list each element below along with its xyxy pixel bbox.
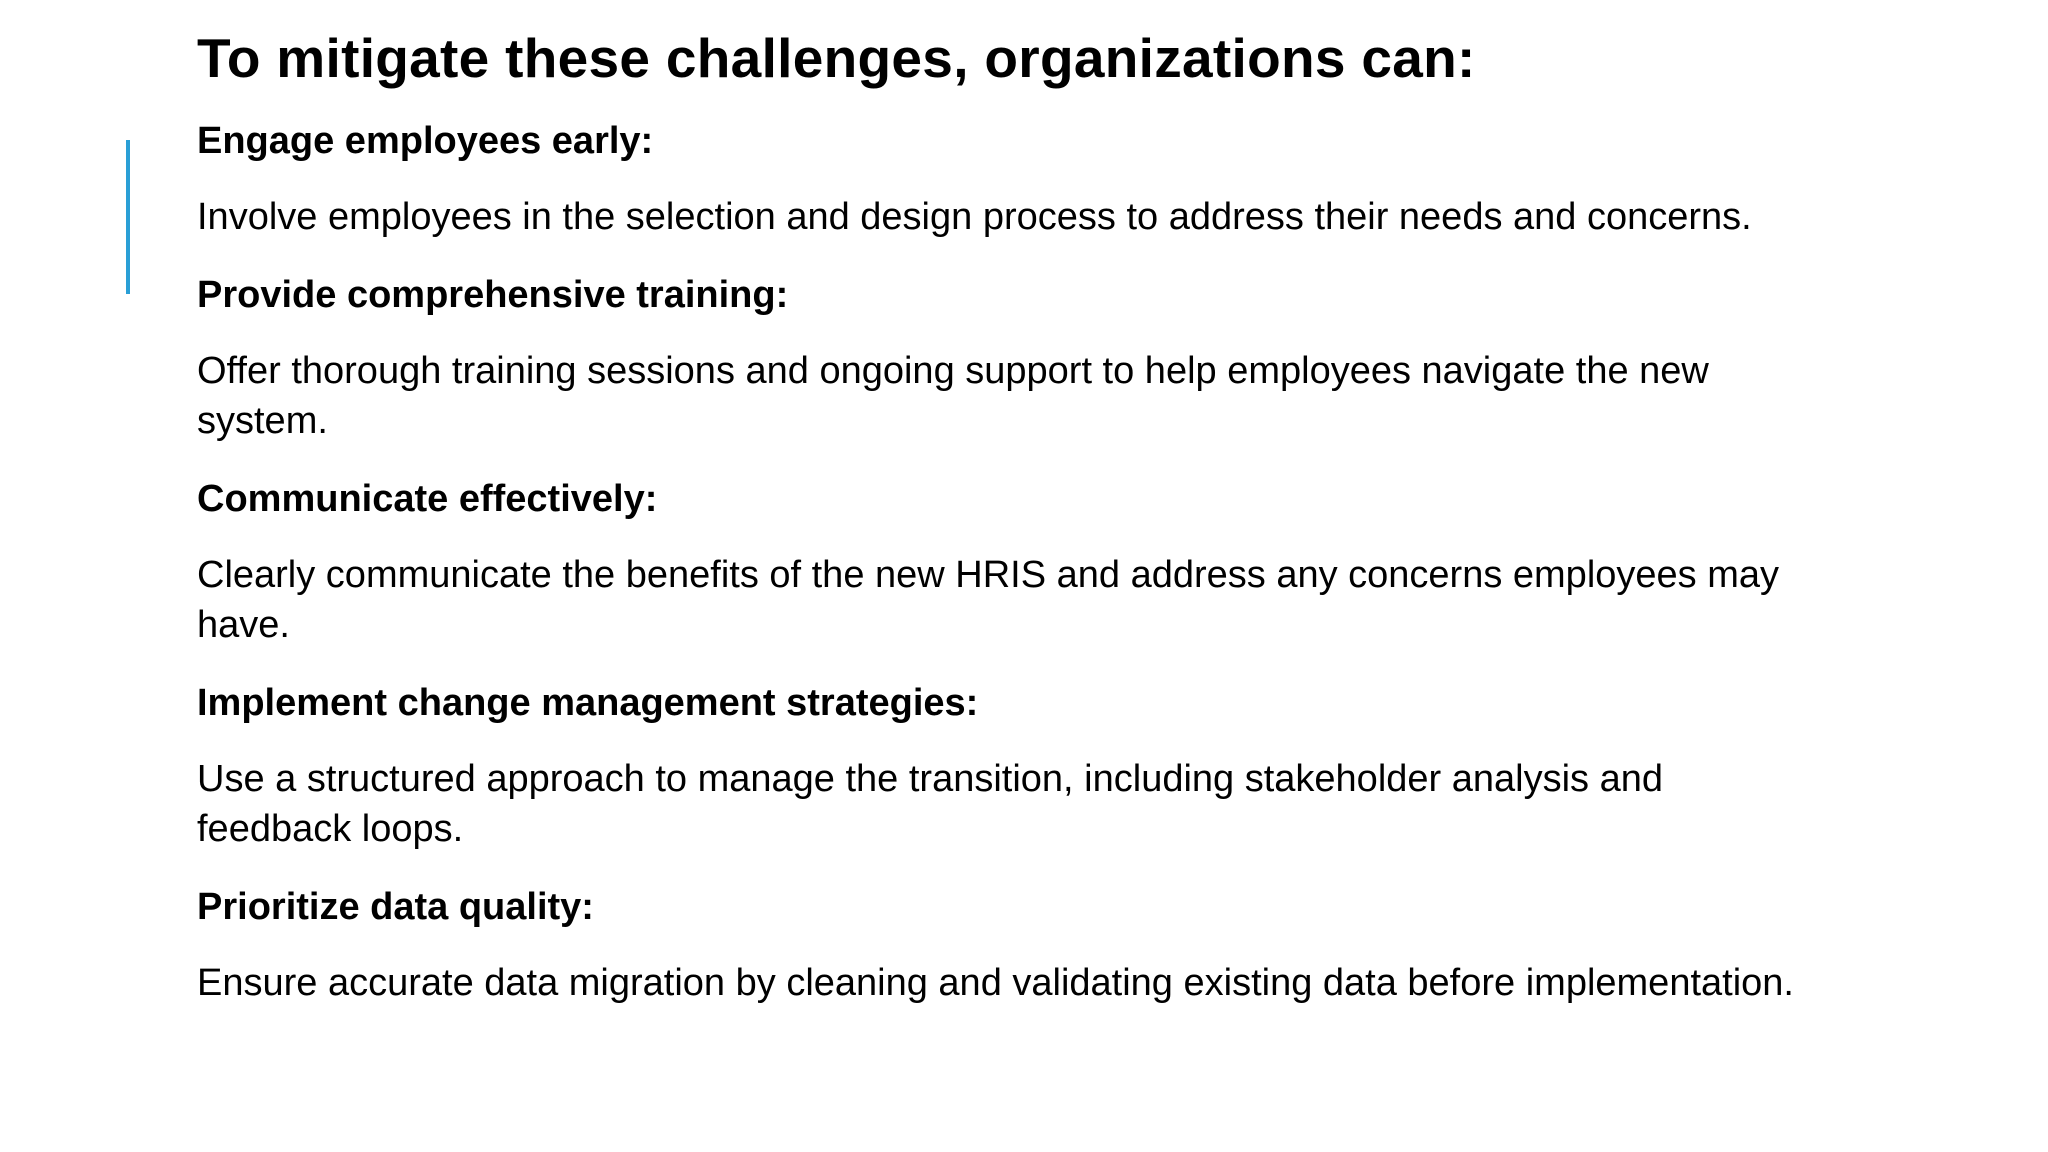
item-body: Offer thorough training sessions and ongoing support to help employees navigate the new system. [197, 350, 1709, 442]
list-item [197, 678, 1827, 854]
item-body: Involve employees in the selection and design process to address their needs and concerns. [197, 196, 1752, 238]
list-item [197, 882, 1827, 1008]
item-body: Ensure accurate data migration by cleaning and validating existing data before implementation. [197, 962, 1794, 1004]
item-heading: Prioritize data quality: [197, 886, 594, 928]
item-heading: Communicate effectively: [197, 478, 658, 520]
item-body: Clearly communicate the benefits of the new HRIS and address any concerns employees may have. [197, 554, 1780, 646]
accent-bar [126, 140, 130, 294]
slide-title: To mitigate these challenges, organizations can: [197, 27, 1476, 89]
mitigation-list [197, 116, 1827, 1036]
list-item [197, 474, 1827, 650]
list-item [197, 270, 1827, 446]
item-heading: Engage employees early: [197, 120, 654, 162]
item-heading: Provide comprehensive training: [197, 274, 789, 316]
list-item [197, 116, 1827, 242]
item-heading: Implement change management strategies: [197, 682, 979, 724]
item-body: Use a structured approach to manage the transition, including stakeholder analysis and feedback loops. [197, 758, 1663, 850]
